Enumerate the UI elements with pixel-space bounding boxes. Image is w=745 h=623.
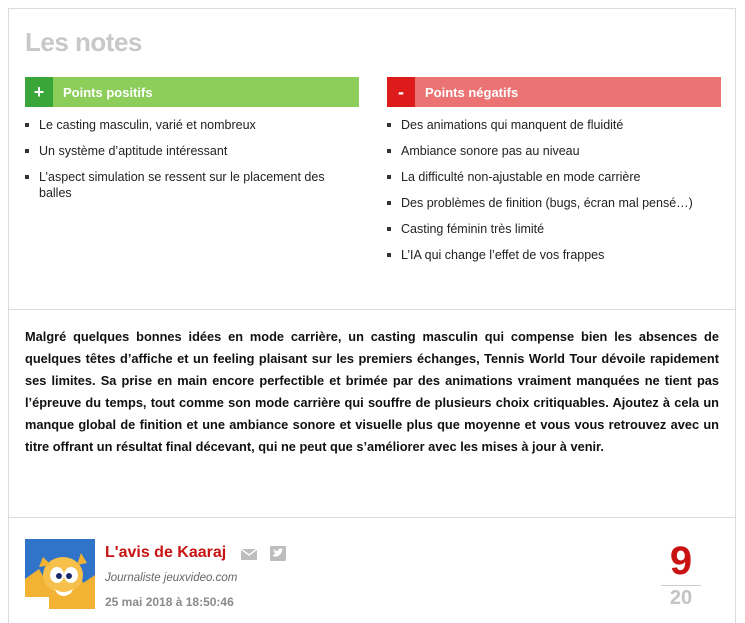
author-role: Journaliste jeuxvideo.com: [105, 572, 238, 584]
list-item: Des animations qui manquent de fluidité: [387, 117, 721, 133]
negative-list: [387, 107, 721, 263]
minus-icon: -: [387, 77, 415, 107]
list-item: Le casting masculin, varié et nombreux: [25, 117, 359, 133]
negative-points: [387, 77, 721, 273]
list-item: L’aspect simulation se ressent sur le placement des balles: [25, 169, 359, 201]
divider: [9, 517, 735, 518]
negative-header: [387, 77, 721, 107]
author-block: [25, 539, 719, 609]
verdict-text: Malgré quelques bonnes idées en mode carrière, un casting masculin qui compense bien les absences de quelques têtes d’affiche et un feeling plaisant sur les premiers échanges, Tennis World Tour dévoile rapidement ses limites. Sa prise en main encore perfectible et brimée par des animations vraiment manquées ne tient pas l’épreuve du temps, tout comme son mode carrière qui souffre de plusieurs choix critiquables. Ajoutez à cela un manque global de finition et une ambiance sonore et visuelle plus que moyenne et vous vous retrouvez avec un titre offrant un résultat final décevant, qui ne peut que s’améliorer avec les mises à jour à venir.: [25, 329, 719, 454]
score-max: 20: [669, 587, 693, 609]
score-value: 9: [669, 539, 693, 583]
section-title: Les notes: [25, 27, 142, 57]
plus-icon: +: [25, 77, 53, 107]
review-notes-panel: [8, 8, 736, 623]
list-item: Des problèmes de finition (bugs, écran mal pensé…): [387, 195, 721, 211]
mail-icon[interactable]: [241, 549, 257, 560]
score-badge: [661, 539, 701, 610]
positive-list: [25, 107, 359, 201]
negative-header-label: Points négatifs: [425, 84, 519, 100]
twitter-icon[interactable]: [270, 546, 286, 561]
avatar-image: [25, 539, 95, 609]
positive-points: [25, 77, 359, 211]
divider: [9, 309, 735, 310]
positive-header-label: Points positifs: [63, 84, 153, 100]
list-item: La difficulté non-ajustable en mode carrière: [387, 169, 721, 185]
list-item: Ambiance sonore pas au niveau: [387, 143, 721, 159]
list-item: L’IA qui change l’effet de vos frappes: [387, 247, 721, 263]
avatar[interactable]: [25, 539, 95, 609]
author-name[interactable]: L'avis de Kaaraj: [105, 544, 227, 561]
positive-header: [25, 77, 359, 107]
list-item: Casting féminin très limité: [387, 221, 721, 237]
review-date: 25 mai 2018 à 18:50:46: [105, 595, 234, 609]
list-item: Un système d’aptitude intéressant: [25, 143, 359, 159]
